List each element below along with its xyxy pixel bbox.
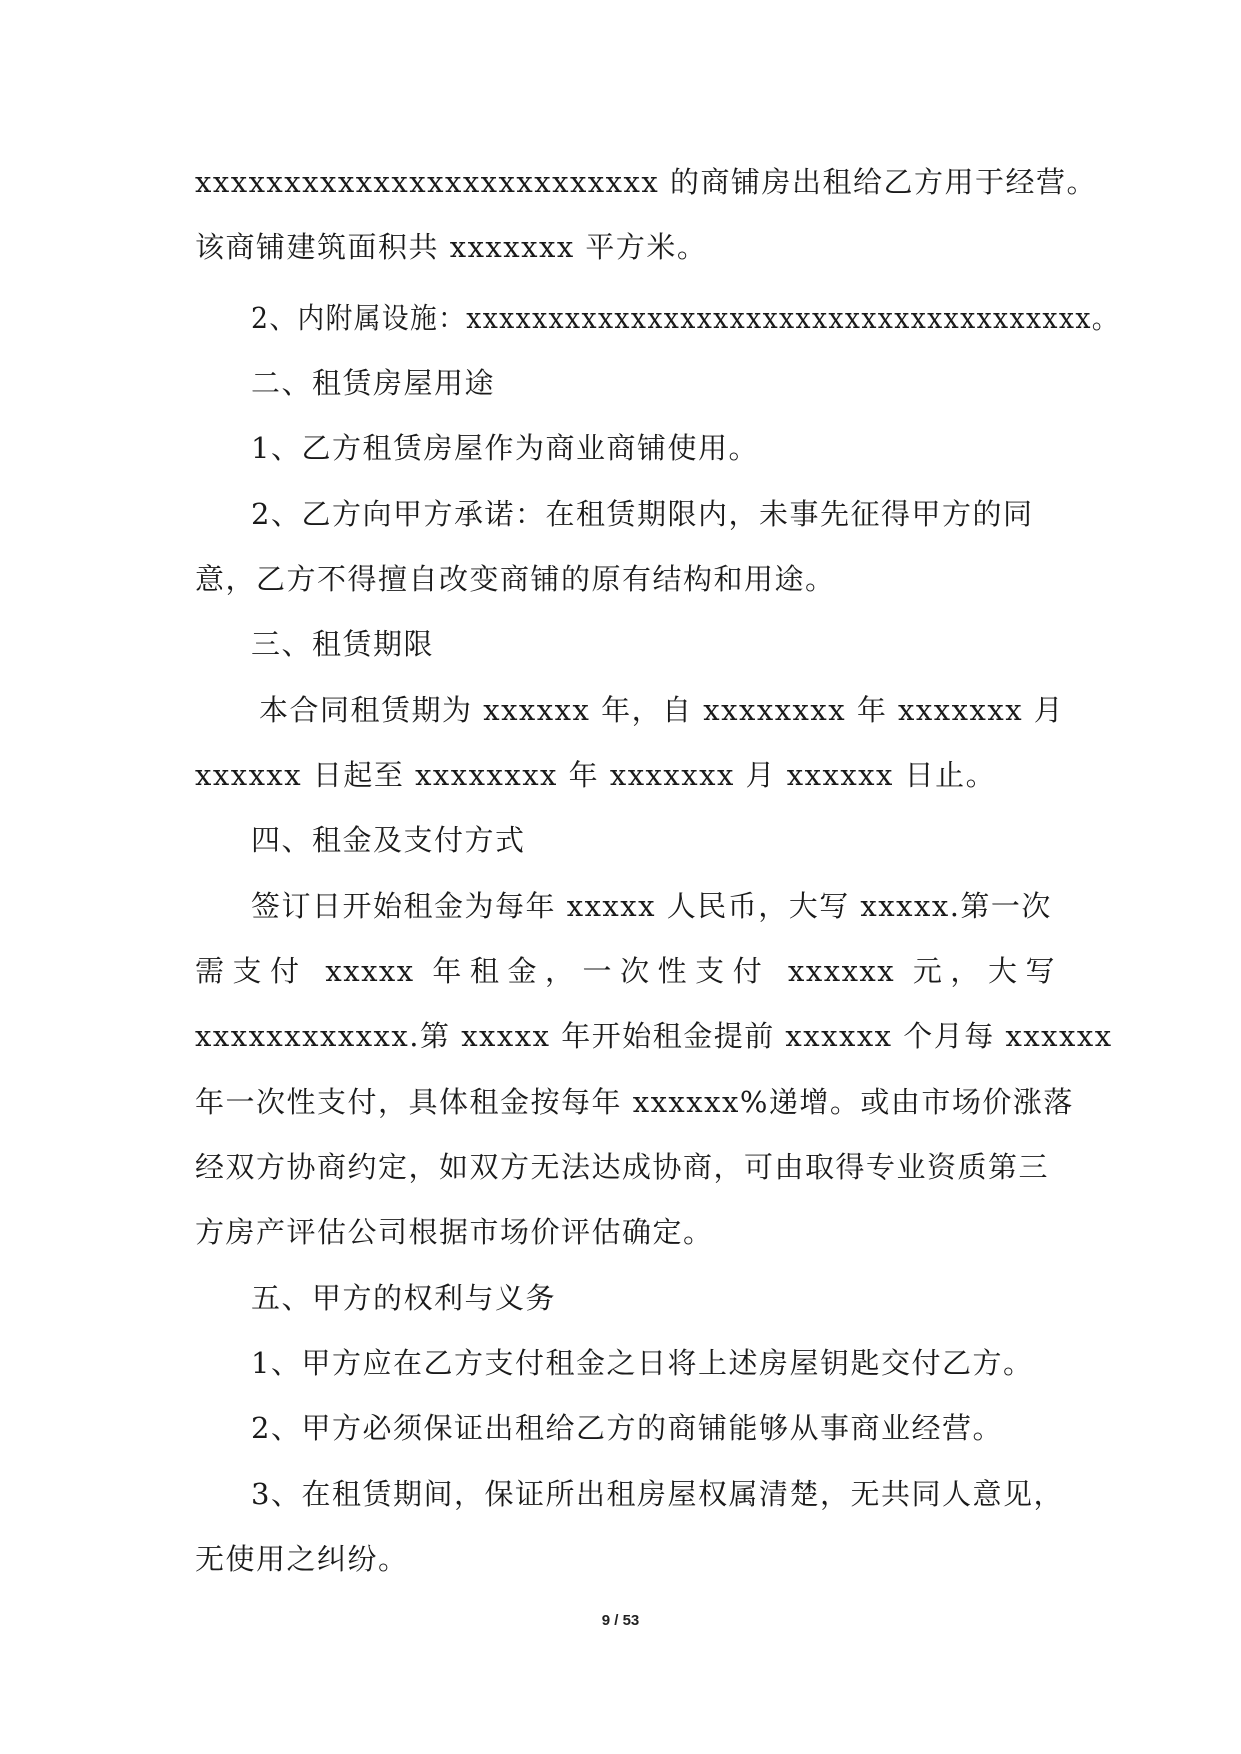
text-line: 2、乙方向甲方承诺：在租赁期限内，未事先征得甲方的同 xyxy=(251,497,1034,531)
text-line: 本合同租赁期为 xxxxxx 年，自 xxxxxxxx 年 xxxxxxx 月 xyxy=(259,693,1065,727)
text-line: 需支付 xxxxx 年租金，一次性支付 xxxxxx 元，大写 xyxy=(195,954,1056,988)
text-line: 该商铺建筑面积共 xxxxxxx 平方米。 xyxy=(195,230,708,264)
text-line: xxxxxxxxxxxxxxxxxxxxxxxxxx 的商铺房出租给乙方用于经营。 xyxy=(195,165,1097,199)
section-heading: 三、租赁期限 xyxy=(251,627,435,661)
text-line: 签订日开始租金为每年 xxxxx 人民币，大写 xxxxx.第一次 xyxy=(251,889,1052,923)
text-line: 意，乙方不得擅自改变商铺的原有结构和用途。 xyxy=(195,562,836,596)
text-line: 2、内附属设施：xxxxxxxxxxxxxxxxxxxxxxxxxxxxxxxxxxxxxx。 xyxy=(251,301,1120,335)
section-heading: 二、租赁房屋用途 xyxy=(251,366,496,400)
text-line: 2、甲方必须保证出租给乙方的商铺能够从事商业经营。 xyxy=(251,1411,1003,1445)
text-line: 1、乙方租赁房屋作为商业商铺使用。 xyxy=(251,431,759,465)
text-line: 年一次性支付，具体租金按每年 xxxxxx%递增。或由市场价涨落 xyxy=(195,1085,1074,1119)
text-line: xxxxxx 日起至 xxxxxxxx 年 xxxxxxx 月 xxxxxx 日止。 xyxy=(195,758,997,792)
text-line: xxxxxxxxxxxx.第 xxxxx 年开始租金提前 xxxxxx 个月每 xxxxxx xyxy=(195,1019,1113,1053)
text-line: 经双方协商约定，如双方无法达成协商，可由取得专业资质第三 xyxy=(195,1150,1050,1184)
section-heading: 五、甲方的权利与义务 xyxy=(251,1281,557,1315)
text-line: 1、甲方应在乙方支付租金之日将上述房屋钥匙交付乙方。 xyxy=(251,1346,1034,1380)
text-line: 无使用之纠纷。 xyxy=(195,1542,409,1576)
page-number: 9 / 53 xyxy=(601,1612,640,1629)
text-line: 方房产评估公司根据市场价评估确定。 xyxy=(195,1215,714,1249)
text-line: 3、在租赁期间，保证所出租房屋权属清楚，无共同人意见， xyxy=(251,1477,1064,1511)
section-heading: 四、租金及支付方式 xyxy=(251,823,526,857)
